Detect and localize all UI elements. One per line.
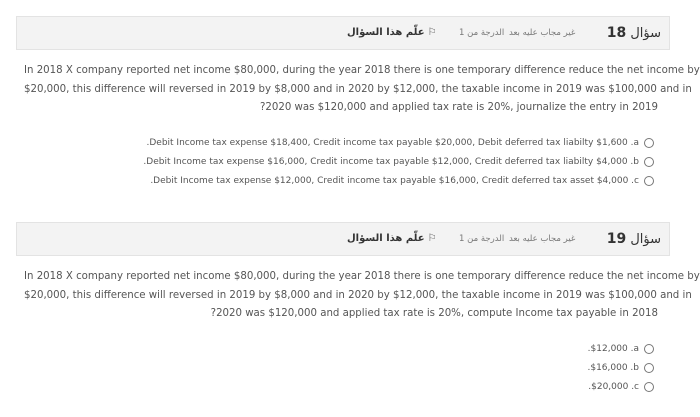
question-number-label: سؤال: [630, 26, 661, 41]
flag-question-button[interactable]: [347, 27, 437, 38]
question-text-line: $20,000, this difference will reversed in 2019 by $8,000 and in 2020 by $12,000, the taxable income in 2019 was $100,000 and in: [24, 289, 692, 301]
answer-option-c[interactable]: [143, 171, 654, 190]
question-text-line: In 2018 X company reported net income $80,000, during the year 2018 there is one temporary difference reduce the net income by: [24, 65, 700, 76]
question-header-18: [16, 16, 670, 50]
flag-question-button[interactable]: [347, 233, 437, 244]
question-number: [607, 231, 661, 247]
question-text-line: ?2020 was $120,000 and applied tax rate is 20%, compute Income tax payable in 2018: [210, 308, 658, 319]
answer-list-18: [143, 133, 654, 190]
radio-button[interactable]: [644, 157, 654, 167]
answer-label: .Debit Income tax expense $16,000, Credit income tax payable $12,000, Credit deferred tax liabilty $4,000 .b: [143, 156, 639, 167]
radio-button[interactable]: [644, 176, 654, 186]
radio-button[interactable]: [644, 138, 654, 148]
flag-icon: ⚐: [427, 233, 437, 244]
flag-label: علّم هذا السؤال: [347, 233, 425, 244]
answer-label: .Debit Income tax expense $18,400, Credit income tax payable $20,000, Debit deferred tax liabilty $1,600 .a: [146, 137, 639, 148]
question-grade: الدرجة من 1: [459, 234, 505, 244]
answer-label: .$12,000 .a: [587, 343, 639, 354]
question-number: [607, 25, 661, 41]
answer-option-a[interactable]: [143, 133, 654, 152]
answer-option-b[interactable]: [587, 358, 654, 377]
radio-button[interactable]: [644, 382, 654, 392]
question-text-18: [24, 62, 700, 118]
radio-button[interactable]: [644, 363, 654, 373]
question-header-19: [16, 222, 670, 256]
question-text-line: $20,000, this difference will reversed in 2019 by $8,000 and in 2020 by $12,000, the taxable income in 2019 was $100,000 and in: [24, 83, 692, 95]
answer-option-b[interactable]: [143, 152, 654, 171]
question-grade: الدرجة من 1: [459, 28, 505, 38]
question-text-19: [24, 268, 700, 324]
answer-list-19: [587, 339, 654, 396]
question-state: غير مجاب عليه بعد: [509, 234, 576, 244]
radio-button[interactable]: [644, 344, 654, 354]
question-state: غير مجاب عليه بعد: [509, 28, 576, 38]
answer-option-a[interactable]: [587, 339, 654, 358]
answer-label: .$16,000 .b: [587, 362, 639, 373]
question-number-value: 18: [606, 25, 627, 41]
answer-label: .Debit Income tax expense $12,000, Credit income tax payable $16,000, Credit deferred tax asset $4,000 .c: [150, 175, 639, 186]
answer-label: .$20,000 .c: [588, 381, 639, 392]
flag-label: علّم هذا السؤال: [347, 27, 425, 38]
question-text-line: ?2020 was $120,000 and applied tax rate is 20%, journalize the entry in 2019: [259, 102, 658, 113]
answer-option-c[interactable]: [587, 377, 654, 396]
flag-icon: ⚐: [427, 27, 437, 38]
question-number-label: سؤال: [630, 232, 661, 247]
question-text-line: In 2018 X company reported net income $80,000, during the year 2018 there is one temporary difference reduce the net income by: [24, 271, 700, 282]
question-number-value: 19: [606, 231, 627, 247]
